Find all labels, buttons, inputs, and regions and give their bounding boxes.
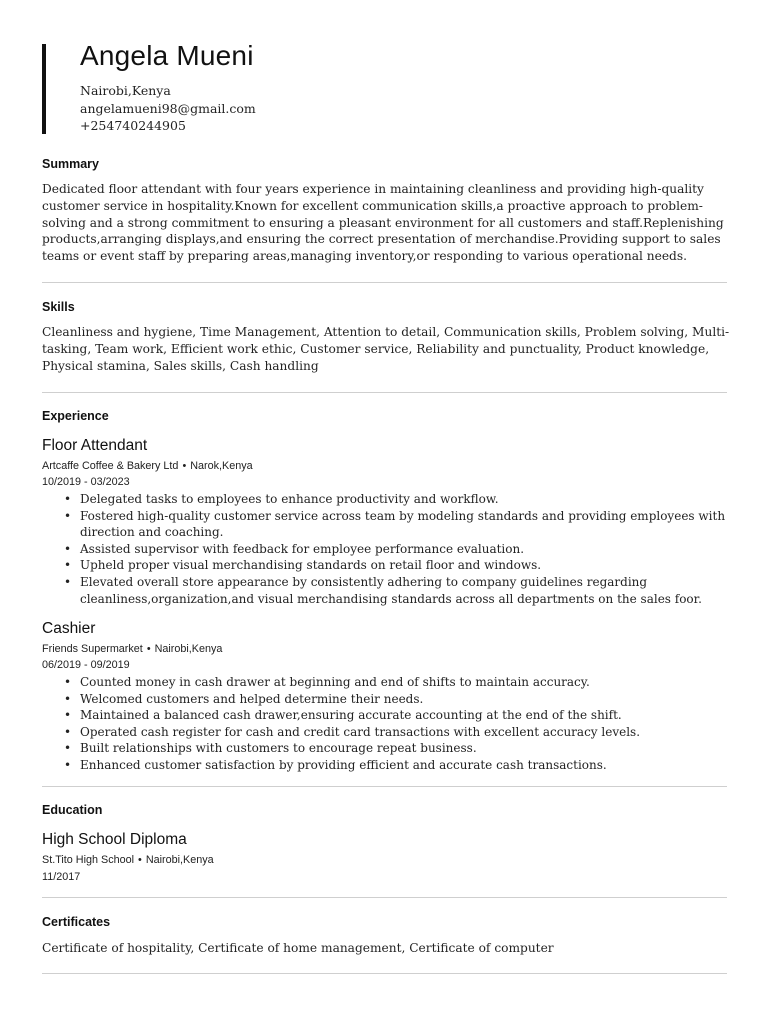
degree-title: High School Diploma <box>42 831 187 848</box>
education-date: 11/2017 <box>42 871 81 883</box>
job-location: Narok,Kenya <box>190 460 253 472</box>
contact-phone: +254740244905 <box>80 118 186 133</box>
list-item: • Maintained a balanced cash drawer,ensuring accurate accounting at the end of the shift. <box>80 707 740 724</box>
job-title: Floor Attendant <box>42 437 148 454</box>
section-divider <box>42 973 727 974</box>
skills-text: Cleanliness and hygiene, Time Management, Attention to detail, Communication skills, Problem solving, Multi-tasking, Team work, Efficient work ethic, Customer service, Reliability and punctuality, Product knowledge, Physical stamina, Sales skills, Cash handling <box>42 325 730 373</box>
list-item: • Fostered high-quality customer service across team by modeling standards and providing employees with direction and coaching. <box>80 508 740 541</box>
job-company: Friends Supermarket <box>42 643 143 655</box>
list-item: • Built relationships with customers to encourage repeat business. <box>80 740 740 757</box>
contact-email: angelamueni98@gmail.com <box>80 100 256 116</box>
job-company: Artcaffe Coffee & Bakery Ltd <box>42 460 179 472</box>
section-divider <box>42 392 727 393</box>
header-accent-bar <box>42 44 46 134</box>
list-item: • Upheld proper visual merchandising standards on retail floor and windows. <box>80 557 740 574</box>
school-location-text: Nairobi,Kenya <box>145 854 214 866</box>
school-name: St.Tito High School <box>42 854 135 866</box>
job-dates: 10/2019 - 03/2023 <box>42 476 130 488</box>
job-dates: 06/2019 - 09/2019 <box>42 659 130 671</box>
skills-heading: Skills <box>42 300 75 314</box>
list-item: • Operated cash register for cash and credit card transactions with excellent accuracy levels. <box>80 724 740 741</box>
list-item: • Assisted supervisor with feedback for employee performance evaluation. <box>80 541 740 558</box>
summary-heading: Summary <box>42 157 99 171</box>
job-title: Cashier <box>42 620 96 637</box>
section-divider <box>42 282 727 283</box>
separator-dot: • <box>146 643 151 655</box>
summary-text: Dedicated floor attendant with four years experience in maintaining cleanliness and providing high-quality customer service in hospitality.Known for excellent communication skills,a proactive approach to problem-solving and a strong commitment to ensuring a pleasant environment for all customers and staff.Replenishing products,arranging displays,and ensuring the correct presentation of merchandise.Providing support to sales teams or event staff by preparing areas,managing inventory,or responding to various operational needs. <box>42 182 724 264</box>
list-item: • Delegated tasks to employees to enhance productivity and workflow. <box>80 491 740 508</box>
job-location: Nairobi,Kenya <box>154 643 223 655</box>
candidate-name: Angela Mueni <box>80 40 254 71</box>
list-item: • Elevated overall store appearance by consistently adhering to company guidelines regarding cleanliness,organization,and visual merchandising standards across all departments on the sales foor. <box>80 574 740 607</box>
school-location <box>42 854 214 866</box>
list-item: • Enhanced customer satisfaction by providing efficient and accurate cash transactions. <box>80 757 740 774</box>
section-divider <box>42 897 727 898</box>
separator-dot: • <box>138 854 142 866</box>
job-bullet-list <box>62 491 740 607</box>
contact-location: Nairobi,Kenya <box>80 83 171 98</box>
education-heading: Education <box>42 803 103 817</box>
separator-dot: • <box>182 460 187 472</box>
section-divider <box>42 786 727 787</box>
job-company-location <box>42 460 253 472</box>
certificates-text: Certificate of hospitality, Certificate of home management, Certificate of computer <box>42 941 554 955</box>
list-item: • Welcomed customers and helped determine their needs. <box>80 691 740 708</box>
contact-block <box>80 82 256 135</box>
list-item: • Counted money in cash drawer at beginning and end of shifts to maintain accuracy. <box>80 674 740 691</box>
job-bullet-list <box>62 674 740 774</box>
certificates-heading: Certificates <box>42 915 111 929</box>
job-company-location <box>42 643 222 655</box>
experience-heading: Experience <box>42 409 109 423</box>
